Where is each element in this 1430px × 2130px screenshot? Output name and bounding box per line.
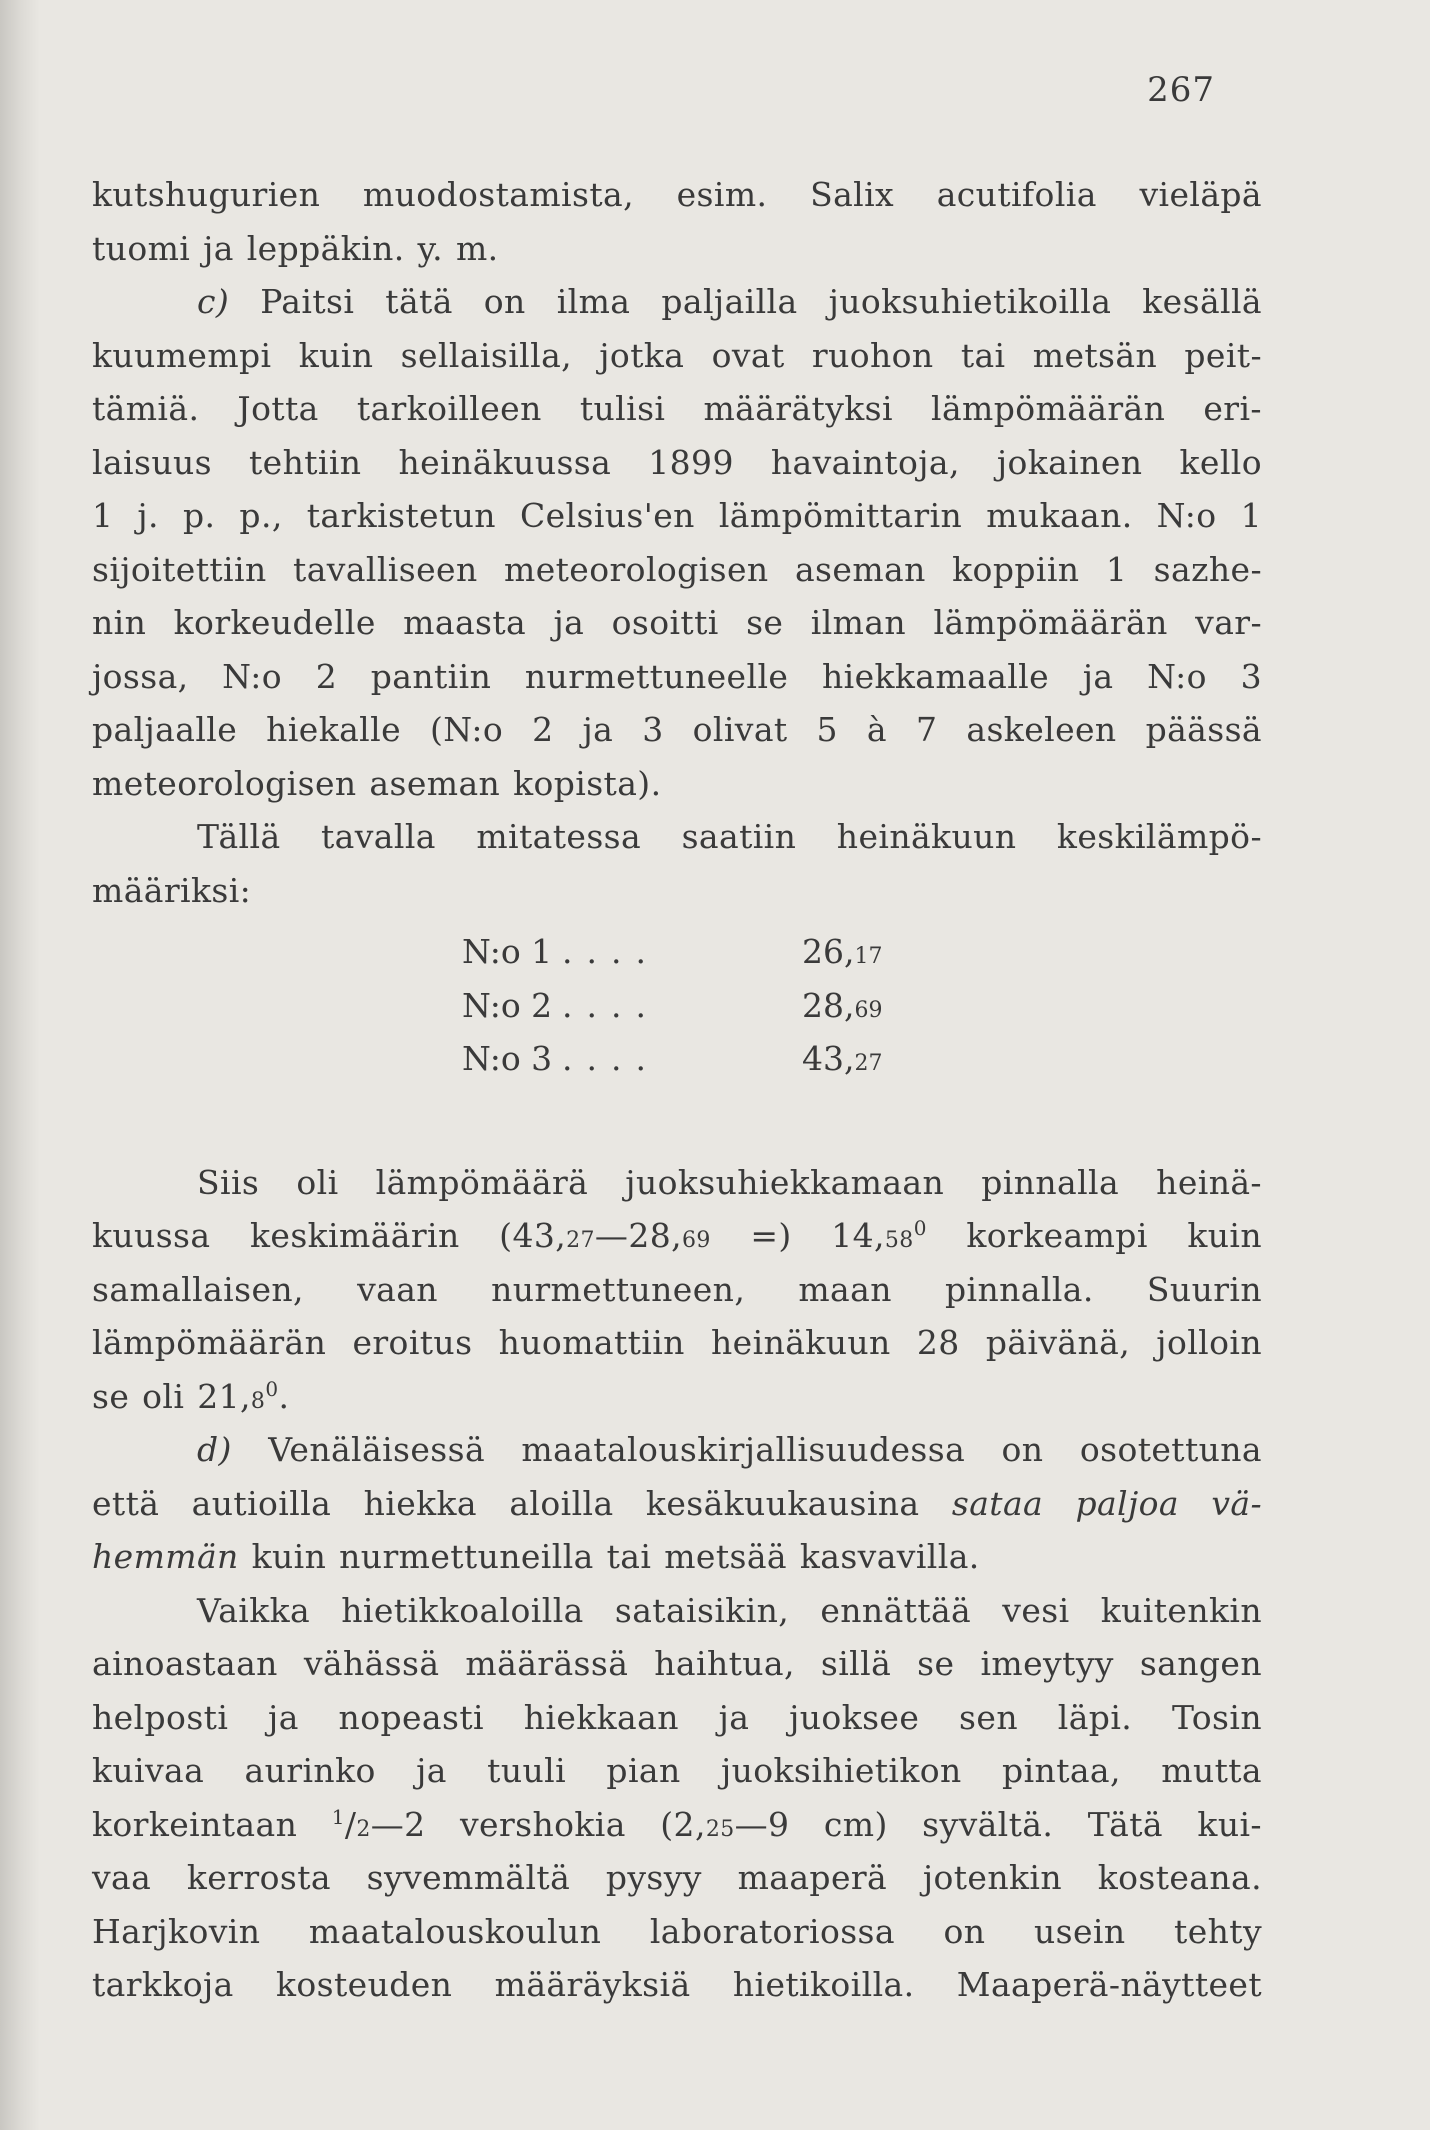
table-row bbox=[92, 1032, 1262, 1086]
text-line: tämiä. Jotta tarkoilleen tulisi määrätyksi lämpömäärän eri- bbox=[92, 389, 1262, 428]
text-line: tuomi ja leppäkin. y. m. bbox=[92, 228, 499, 268]
row-label: N:o 2 bbox=[462, 985, 553, 1025]
page-body bbox=[92, 168, 1262, 2012]
text-line: Siis oli lämpömäärä juoksuhiekkamaan pinnalla heinä- bbox=[197, 1162, 1262, 1202]
item-label: c) bbox=[197, 282, 230, 321]
temperature-table bbox=[92, 925, 1262, 1086]
text-line: c) Paitsi tätä on ilma paljailla juoksuhietikoilla kesällä bbox=[197, 282, 1262, 321]
text-line: helposti ja nopeasti hiekkaan ja juoksee sen läpi. Tosin bbox=[92, 1697, 1262, 1737]
text-line: Tällä tavalla mitatessa saatiin heinäkuun keskilämpö- bbox=[197, 817, 1262, 856]
row-value: 43,27 bbox=[802, 1039, 883, 1078]
text-line: samallaisen, vaan nurmettuneen, maan pinnalla. Suurin bbox=[92, 1269, 1262, 1309]
page-gutter-shadow bbox=[0, 0, 40, 2130]
text-line: kuussa keskimäärin (43,27—28,69 =) 14,58$^0$ korkeampi kuin bbox=[92, 1216, 1262, 1255]
text-line: kuivaa aurinko ja tuuli pian juoksihietikon pintaa, mutta bbox=[92, 1751, 1262, 1790]
leader-dots: .... bbox=[562, 932, 660, 971]
text-line: vaa kerrosta syvemmältä pysyy maaperä jotenkin kosteana. bbox=[92, 1858, 1262, 1897]
text-line: se oli 21,8$^0$. bbox=[92, 1376, 290, 1416]
leader-dots: .... bbox=[562, 985, 660, 1025]
text-line: tarkkoja kosteuden määräyksiä hietikoilla. Maaperä-näytteet bbox=[92, 1965, 1262, 2004]
leader-dots: .... bbox=[562, 1039, 660, 1078]
text-line: määriksi: bbox=[92, 870, 252, 910]
row-value: 26,17 bbox=[802, 932, 883, 971]
text-line: sijoitettiin tavalliseen meteorologisen aseman koppiin 1 sazhe- bbox=[92, 549, 1262, 589]
text-line: paljaalle hiekalle (N:o 2 ja 3 olivat 5 à 7 askeleen päässä bbox=[92, 710, 1262, 749]
text-line: 1 j. p. p., tarkistetun Celsius'en lämpömittarin mukaan. N:o 1 bbox=[92, 496, 1262, 535]
text-line: laisuus tehtiin heinäkuussa 1899 havaintoja, jokainen kello bbox=[92, 442, 1262, 482]
text-line: jossa, N:o 2 pantiin nurmettuneelle hiekkamaalle ja N:o 3 bbox=[92, 656, 1262, 696]
text-line: lämpömäärän eroitus huomattiin heinäkuun 28 päivänä, jolloin bbox=[92, 1323, 1262, 1362]
table-row bbox=[92, 925, 1262, 979]
text-line: meteorologisen aseman kopista). bbox=[92, 763, 662, 803]
table-row bbox=[92, 979, 1262, 1033]
row-label: N:o 1 bbox=[462, 932, 553, 971]
text-line: Vaikka hietikkoaloilla sataisikin, ennättää vesi kuitenkin bbox=[197, 1590, 1262, 1630]
text-line: korkeintaan $^1$/2—2 vershokia (2,25—9 cm) syvältä. Tätä kui- bbox=[92, 1804, 1262, 1844]
text-line: kuumempi kuin sellaisilla, jotka ovat ruohon tai metsän peit- bbox=[92, 335, 1262, 375]
text-line: ainoastaan vähässä määrässä haihtua, sillä se imeytyy sangen bbox=[92, 1644, 1262, 1683]
text-line: d) Venäläisessä maatalouskirjallisuudessa on osotettuna bbox=[197, 1430, 1263, 1469]
row-label: N:o 3 bbox=[462, 1039, 553, 1078]
text-line: Harjkovin maatalouskoulun laboratoriossa on usein tehty bbox=[92, 1911, 1262, 1951]
text-line: hemmän kuin nurmettuneilla tai metsää kasvavilla. bbox=[92, 1537, 980, 1576]
text-line: nin korkeudelle maasta ja osoitti se ilman lämpömäärän var- bbox=[92, 603, 1262, 642]
page-number: 267 bbox=[1147, 70, 1215, 110]
item-label: d) bbox=[197, 1430, 232, 1469]
row-value: 28,69 bbox=[802, 985, 883, 1025]
text-line: että autioilla hiekka aloilla kesäkuukausina sataa paljoa vä- bbox=[92, 1483, 1262, 1523]
text-line: kutshugurien muodostamista, esim. Salix acutifolia vieläpä bbox=[92, 175, 1262, 214]
